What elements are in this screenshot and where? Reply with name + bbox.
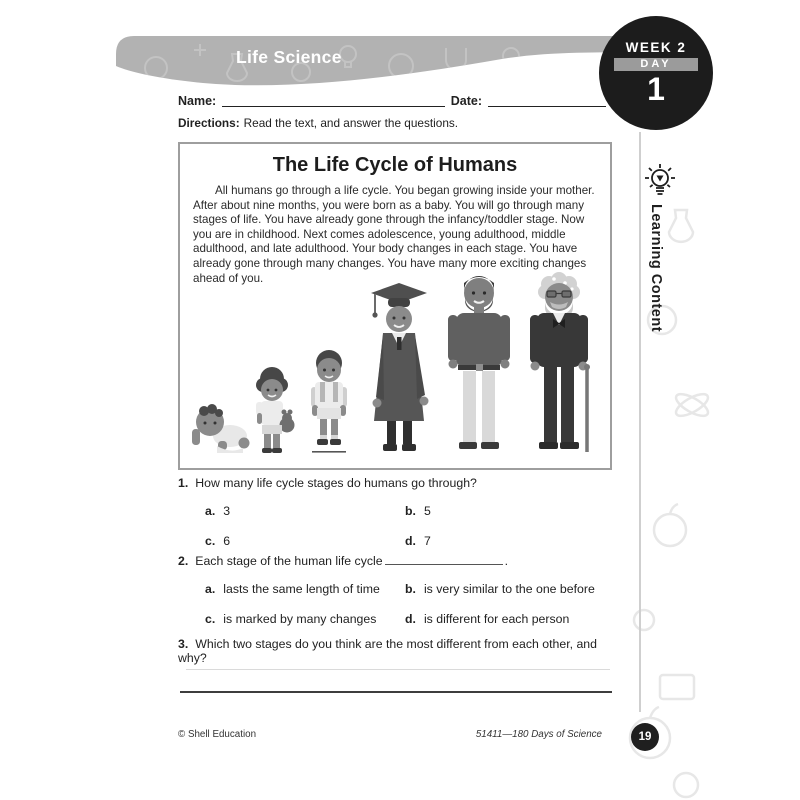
question-3 xyxy=(178,637,612,665)
option-text: is different for each person xyxy=(423,612,570,626)
figure-adult xyxy=(448,276,510,449)
week-day-badge xyxy=(599,16,713,130)
figure-baby xyxy=(192,404,250,453)
figure-adolescent-graduate xyxy=(371,283,429,451)
question-2 xyxy=(178,553,612,626)
page-number: 19 xyxy=(638,731,652,743)
content-divider-line xyxy=(639,132,641,712)
question-2-text: Each stage of the human life cycle xyxy=(195,554,383,568)
question-2-option-c xyxy=(205,612,405,626)
option-text: 5 xyxy=(423,504,431,518)
option-text: is very similar to the one before xyxy=(423,582,595,596)
sidebar-label: Learning Content xyxy=(648,204,664,333)
date-label: Date: xyxy=(450,94,482,108)
name-date-row xyxy=(178,92,612,108)
option-letter: b. xyxy=(405,582,416,596)
question-2-suffix: . xyxy=(504,554,508,568)
figure-child xyxy=(311,350,347,453)
passage-text: All humans go through a life cycle. You began growing inside your mother. After about nine months, you were born as a baby. You will go through many stages of life. You have already gone through the infancy/toddler stage. Now you are in childhood. Next comes adolescence, young adulthood, middle adulthood, and late adulthood. Your body changes in each stage. You have already gone through many changes. You have many more exciting changes ahead of you. xyxy=(193,184,595,285)
page-number-badge xyxy=(631,723,659,751)
question-1-option-d xyxy=(405,534,612,548)
directions xyxy=(178,116,612,130)
option-letter: b. xyxy=(405,504,416,518)
margin-doodle-pattern xyxy=(620,140,800,800)
date-input-line[interactable] xyxy=(488,92,606,107)
question-1-text: How many life cycle stages do humans go through? xyxy=(195,476,477,490)
answer-line-2[interactable] xyxy=(180,691,612,693)
question-1-option-a xyxy=(205,504,405,518)
footer-copyright: © Shell Education xyxy=(178,729,257,740)
figure-toddler xyxy=(256,367,295,453)
directions-text: Read the text, and answer the questions. xyxy=(243,116,459,130)
week-label: WEEK 2 xyxy=(625,40,687,55)
question-3-number: 3. xyxy=(178,637,189,651)
name-label: Name: xyxy=(178,94,217,108)
option-letter: d. xyxy=(405,534,416,548)
name-input-line[interactable] xyxy=(222,92,445,107)
figure-elderly xyxy=(530,272,590,452)
option-letter: a. xyxy=(205,582,216,596)
passage-title: The Life Cycle of Humans xyxy=(272,154,518,176)
passage-box xyxy=(178,142,612,470)
question-2-option-b xyxy=(405,582,612,596)
question-2-option-a xyxy=(205,582,405,596)
lightbulb-icon xyxy=(644,163,676,201)
footer-book-title: 51411—180 Days of Science xyxy=(475,729,602,740)
question-2-number: 2. xyxy=(178,554,189,568)
question-2-blank-line[interactable] xyxy=(385,553,503,565)
option-letter: a. xyxy=(205,504,216,518)
question-1-option-c xyxy=(205,534,405,548)
option-text: lasts the same length of time xyxy=(223,582,380,596)
day-number: 1 xyxy=(647,71,665,107)
subject-title: Life Science xyxy=(236,47,342,67)
option-letter: c. xyxy=(205,534,216,548)
option-letter: d. xyxy=(405,612,416,626)
option-letter: c. xyxy=(205,612,216,626)
day-label: DAY xyxy=(614,58,698,71)
header-banner xyxy=(116,36,664,92)
question-1 xyxy=(178,476,612,548)
option-text: 7 xyxy=(423,534,431,548)
answer-line-1[interactable] xyxy=(186,669,610,670)
option-text: 3 xyxy=(223,504,231,518)
directions-label: Directions: xyxy=(178,116,240,130)
question-3-text: Which two stages do you think are the most different from each other, and why? xyxy=(178,637,597,665)
question-1-option-b xyxy=(405,504,612,518)
option-text: 6 xyxy=(223,534,231,548)
life-cycle-illustration xyxy=(184,271,608,463)
question-1-number: 1. xyxy=(178,476,189,490)
question-2-option-d xyxy=(405,612,612,626)
option-text: is marked by many changes xyxy=(223,612,377,626)
